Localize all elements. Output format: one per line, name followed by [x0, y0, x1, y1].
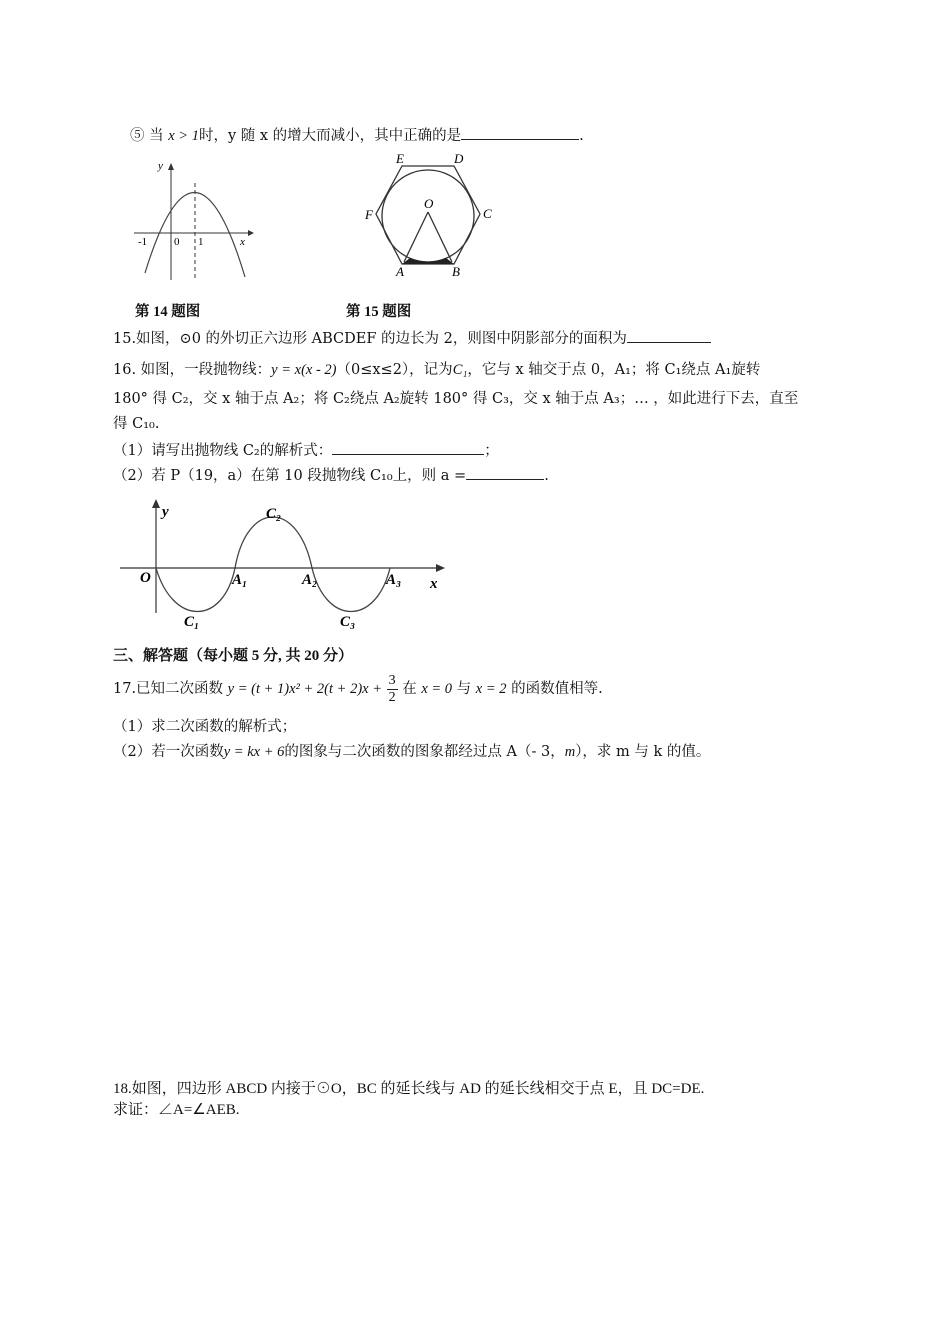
q16-sub1-text: （1）请写出抛物线 C₂的解析式： — [113, 443, 333, 459]
q17-suffix: 的函数值相等. — [511, 681, 603, 697]
q16-parabola-chain-graph — [118, 498, 453, 633]
q17-formula: y = (t + 1)x² + 2(t + 2)x + — [227, 681, 382, 697]
q16-line1-b: （0≤x≤2），记为 — [336, 362, 453, 378]
q16-sub1 — [113, 440, 499, 461]
q16-label-a1: A₁ — [232, 572, 248, 588]
q16-sub1-blank[interactable] — [332, 440, 484, 455]
q14-item5-condition: x > 1 — [168, 128, 199, 144]
q16-formula: y = x(x - 2) — [271, 362, 337, 378]
q14-item5-end: . — [579, 128, 584, 144]
q16-sub2-end: . — [544, 468, 549, 484]
q17-sub2-m: m — [564, 744, 576, 760]
q14-label-neg1: -1 — [138, 236, 148, 248]
q16-curve-c3 — [312, 568, 390, 612]
q15-label-c: C — [483, 206, 492, 221]
q14-label-zero: 0 — [174, 236, 180, 248]
q16-sub2 — [113, 465, 549, 486]
q17-x0: x = 0 — [421, 681, 453, 697]
q17-mid2: 与 — [456, 681, 472, 697]
q17-sub2-formula: y = kx + 6 — [223, 744, 285, 760]
q14-answer-blank[interactable] — [461, 125, 579, 140]
q17-sub2-a: （2）若一次函数 — [113, 744, 224, 760]
q16-line3: 得 C₁₀. — [113, 416, 160, 432]
q16-label-x: x — [430, 576, 438, 592]
q16-label-a3: A₃ — [386, 572, 402, 588]
q15-label-f: F — [365, 207, 373, 222]
q14-y-arrow — [168, 163, 174, 170]
q16-label-o: O — [140, 570, 151, 586]
q16-line1-a: 16. 如图，一段抛物线： — [113, 362, 272, 378]
q14-x-arrow — [248, 230, 254, 236]
q17-sub2-c: ），求 m 与 k 的值。 — [575, 744, 711, 760]
q17-prefix: 17.已知二次函数 — [113, 681, 224, 697]
section3-heading: 三、解答题（每小题 5 分, 共 20 分） — [113, 648, 354, 664]
q15-answer-blank[interactable] — [627, 328, 711, 343]
q15-label-o: O — [424, 196, 434, 211]
q16-y-arrow — [152, 499, 160, 508]
q16-label-y: y — [162, 504, 169, 520]
q14-item5-prefix: ⑤ 当 — [130, 128, 164, 144]
q17-frac-den: 2 — [388, 689, 396, 705]
q15-text: 15.如图，⊙0 的外切正六边形 ABCDEF 的边长为 2，则图中阴影部分的面积为 — [113, 331, 627, 347]
q14-parabola-graph — [130, 155, 255, 285]
q16-curve-c2 — [235, 517, 312, 568]
q15-segment-oa — [404, 212, 428, 262]
q17-fraction — [387, 673, 398, 706]
q18-line1: 18.如图，四边形 ABCD 内接于⊙O，BC 的延长线与 AD 的延长线相交于点 E，且 DC=DE. — [113, 1081, 705, 1097]
q15-shaded-region — [402, 258, 454, 264]
q15-inscribed-circle — [382, 170, 474, 262]
q14-label-one: 1 — [198, 236, 204, 248]
q16-line1 — [113, 360, 760, 380]
q14-caption: 第 14 题图 — [135, 304, 201, 320]
q15-label-e: E — [396, 151, 404, 166]
q17-sub2 — [113, 742, 710, 762]
q14-item5-text: 时，y 随 x 的增大而减小，其中正确的是 — [198, 128, 462, 144]
q16-sub2-blank[interactable] — [466, 465, 544, 480]
q18-line2: 求证：∠A=∠AEB. — [113, 1102, 240, 1118]
q16-label-a2: A₂ — [302, 572, 318, 588]
q14-label-x: x — [240, 236, 245, 248]
q17-sub2-b: 的图象与二次函数的图象都经过点 A（- 3， — [284, 744, 565, 760]
q16-label-c3: C₃ — [340, 614, 356, 630]
q16-curve-c1 — [156, 568, 235, 612]
q16-line2: 180° 得 C₂，交 x 轴于点 A₂；将 C₂绕点 A₂旋转 180° 得 C₃，交 x 轴于点 A₃；… ，如此进行下去，直至 — [113, 391, 799, 407]
q17-line1 — [113, 672, 603, 706]
q15-segment-ob — [428, 212, 452, 262]
q15-label-d: D — [454, 151, 464, 166]
q14-label-y: y — [158, 160, 163, 172]
q16-label-c2: C₂ — [266, 506, 282, 522]
q16-line1-c: ，它与 x 轴交于点 0，A₁；将 C₁绕点 A₁旋转 — [467, 362, 761, 378]
q15-label-b: B — [452, 264, 460, 279]
q16-x-arrow — [436, 564, 445, 572]
q17-sub1: （1）求二次函数的解析式； — [113, 719, 297, 735]
q16-sub2-text: （2）若 P（19，a）在第 10 段抛物线 C₁₀上，则 a = — [113, 468, 467, 484]
q16-label-c1: C₁ — [184, 614, 200, 630]
q15-hexagon-figure — [362, 150, 502, 280]
q15-question — [113, 328, 711, 349]
q17-x2: x = 2 — [475, 681, 507, 697]
q14-item5 — [130, 125, 584, 146]
q16-sub1-end: ； — [484, 443, 499, 459]
q15-label-a: A — [396, 264, 404, 279]
q16-c1: C₁ — [452, 362, 468, 378]
q15-caption: 第 15 题图 — [346, 304, 412, 320]
q17-frac-num: 3 — [388, 672, 396, 688]
q15-hexagon — [376, 166, 480, 264]
q17-mid1: 在 — [402, 681, 417, 697]
